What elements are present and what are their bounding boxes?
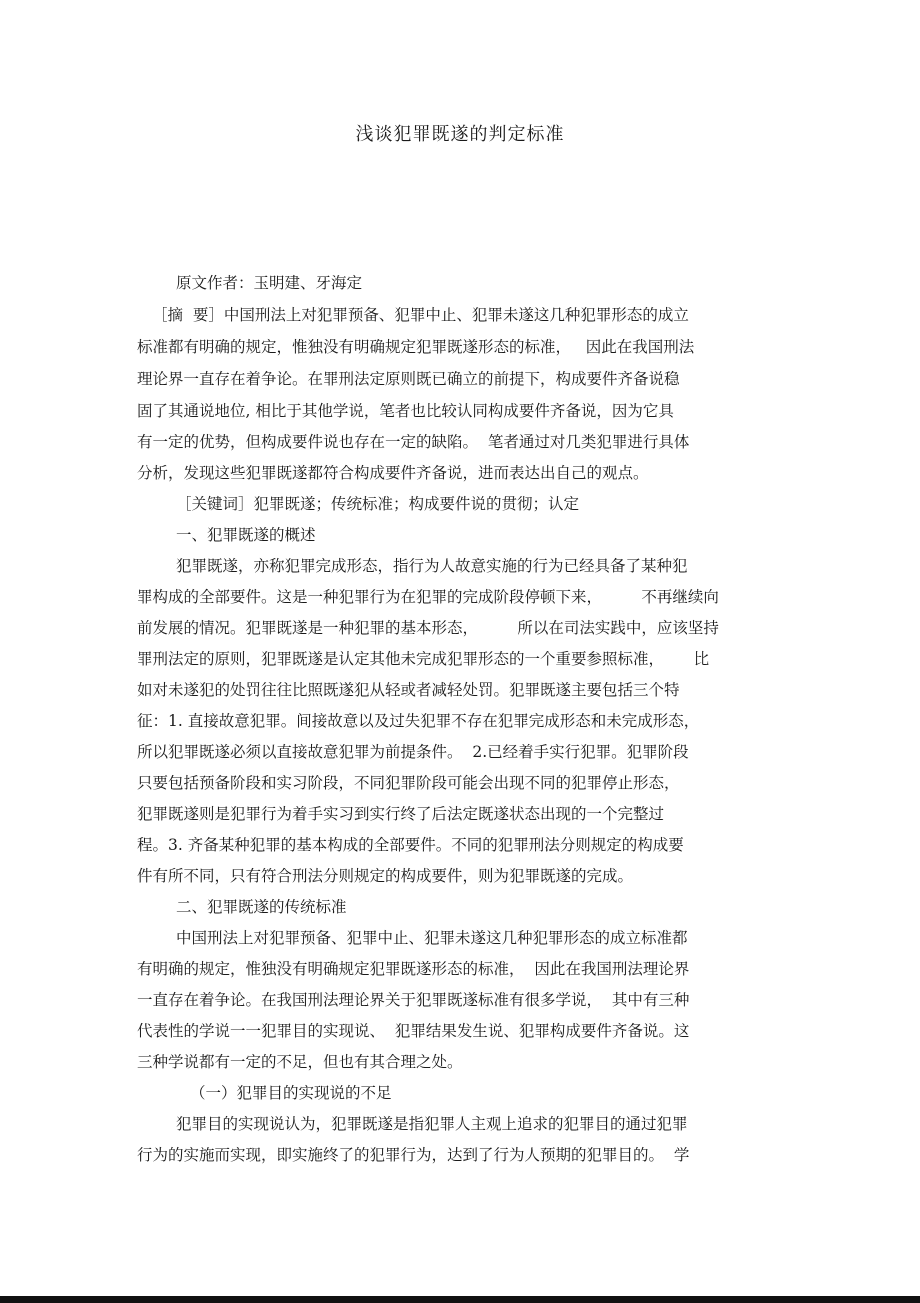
abstract-line: ［摘 要］中国刑法上对犯罪预备、犯罪中止、犯罪未遂这几种犯罪形态的成立 [152,306,689,324]
section-heading: 一、犯罪既遂的概述 [176,526,316,544]
abstract-line: 有一定的优势，但构成要件说也存在一定的缺陷。 笔者通过对几类犯罪进行具体 [137,433,690,451]
abstract-line: 理论界一直存在着争论。在罪刑法定原则既已确立的前提下，构成要件齐备说稳 [137,370,680,388]
document-title: 浅谈犯罪既遂的判定标准 [355,124,565,145]
body-line: 中国刑法上对犯罪预备、犯罪中止、犯罪未遂这几种犯罪形态的成立标准都 [176,929,688,947]
body-line: 代表性的学说一一犯罪目的实现说、 犯罪结果发生说、犯罪构成要件齐备说。这 [137,1022,690,1040]
page-bottom-border [0,1296,920,1303]
body-line: 行为的实施而实现，即实施终了的犯罪行为，达到了行为人预期的犯罪目的。 学 [137,1146,690,1164]
body-line: 程。3. 齐备某种犯罪的基本构成的全部要件。不同的犯罪刑法分则规定的构成要 [137,836,684,854]
body-line: 罪构成的全部要件。这是一种犯罪行为在犯罪的完成阶段停顿下来， 不再继续向 [137,588,719,606]
body-line: 所以犯罪既遂必须以直接故意犯罪为前提条件。 2.已经着手实行犯罪。犯罪阶段 [137,743,689,761]
author-line: 原文作者：玉明建、牙海定 [176,274,363,292]
section-heading: 二、犯罪既遂的传统标准 [176,898,347,916]
abstract-line: 分析，发现这些犯罪既遂都符合构成要件齐备说，进而表达出自己的观点。 [137,464,649,482]
body-line: 犯罪目的实现说认为，犯罪既遂是指犯罪人主观上追求的犯罪目的通过犯罪 [176,1115,688,1133]
body-line: 犯罪既遂则是犯罪行为着手实习到实行终了后法定既遂状态出现的一个完整过 [137,805,665,823]
body-line: 征：1. 直接故意犯罪。间接故意以及过失犯罪不存在犯罪完成形态和未完成形态， [137,712,700,730]
abstract-line: 标准都有明确的规定，惟独没有明确规定犯罪既遂形态的标准， 因此在我国刑法 [137,338,695,356]
body-line: 三种学说都有一定的不足，但也有其合理之处。 [137,1053,463,1071]
body-line: 如对未遂犯的处罚往往比照既遂犯从轻或者减轻处罚。犯罪既遂主要包括三个特 [137,681,680,699]
body-line: 一直存在着争论。在我国刑法理论界关于犯罪既遂标准有很多学说， 其中有三种 [137,991,690,1009]
body-line: 只要包括预备阶段和实习阶段，不同犯罪阶段可能会出现不同的犯罪停止形态， [137,774,680,792]
body-line: 有明确的规定，惟独没有明确规定犯罪既遂形态的标准， 因此在我国刑法理论界 [137,960,690,978]
body-line: 件有所不同，只有符合刑法分则规定的构成要件，则为犯罪既遂的完成。 [137,867,634,885]
body-line: 前发展的情况。犯罪既遂是一种犯罪的基本形态， 所以在司法实践中，应该坚持 [137,619,719,637]
subsection-heading: （一）犯罪目的实现说的不足 [190,1084,392,1102]
keywords-line: ［关键词］犯罪既遂；传统标准；构成要件说的贯彻；认定 [176,495,580,513]
body-line: 罪刑法定的原则，犯罪既遂是认定其他未完成犯罪形态的一个重要参照标准， 比 [137,650,710,668]
abstract-line: 固了其通说地位, 相比于其他学说，笔者也比较认同构成要件齐备说，因为它具 [137,402,674,420]
body-line: 犯罪既遂，亦称犯罪完成形态，指行为人故意实施的行为已经具备了某种犯 [176,557,688,575]
